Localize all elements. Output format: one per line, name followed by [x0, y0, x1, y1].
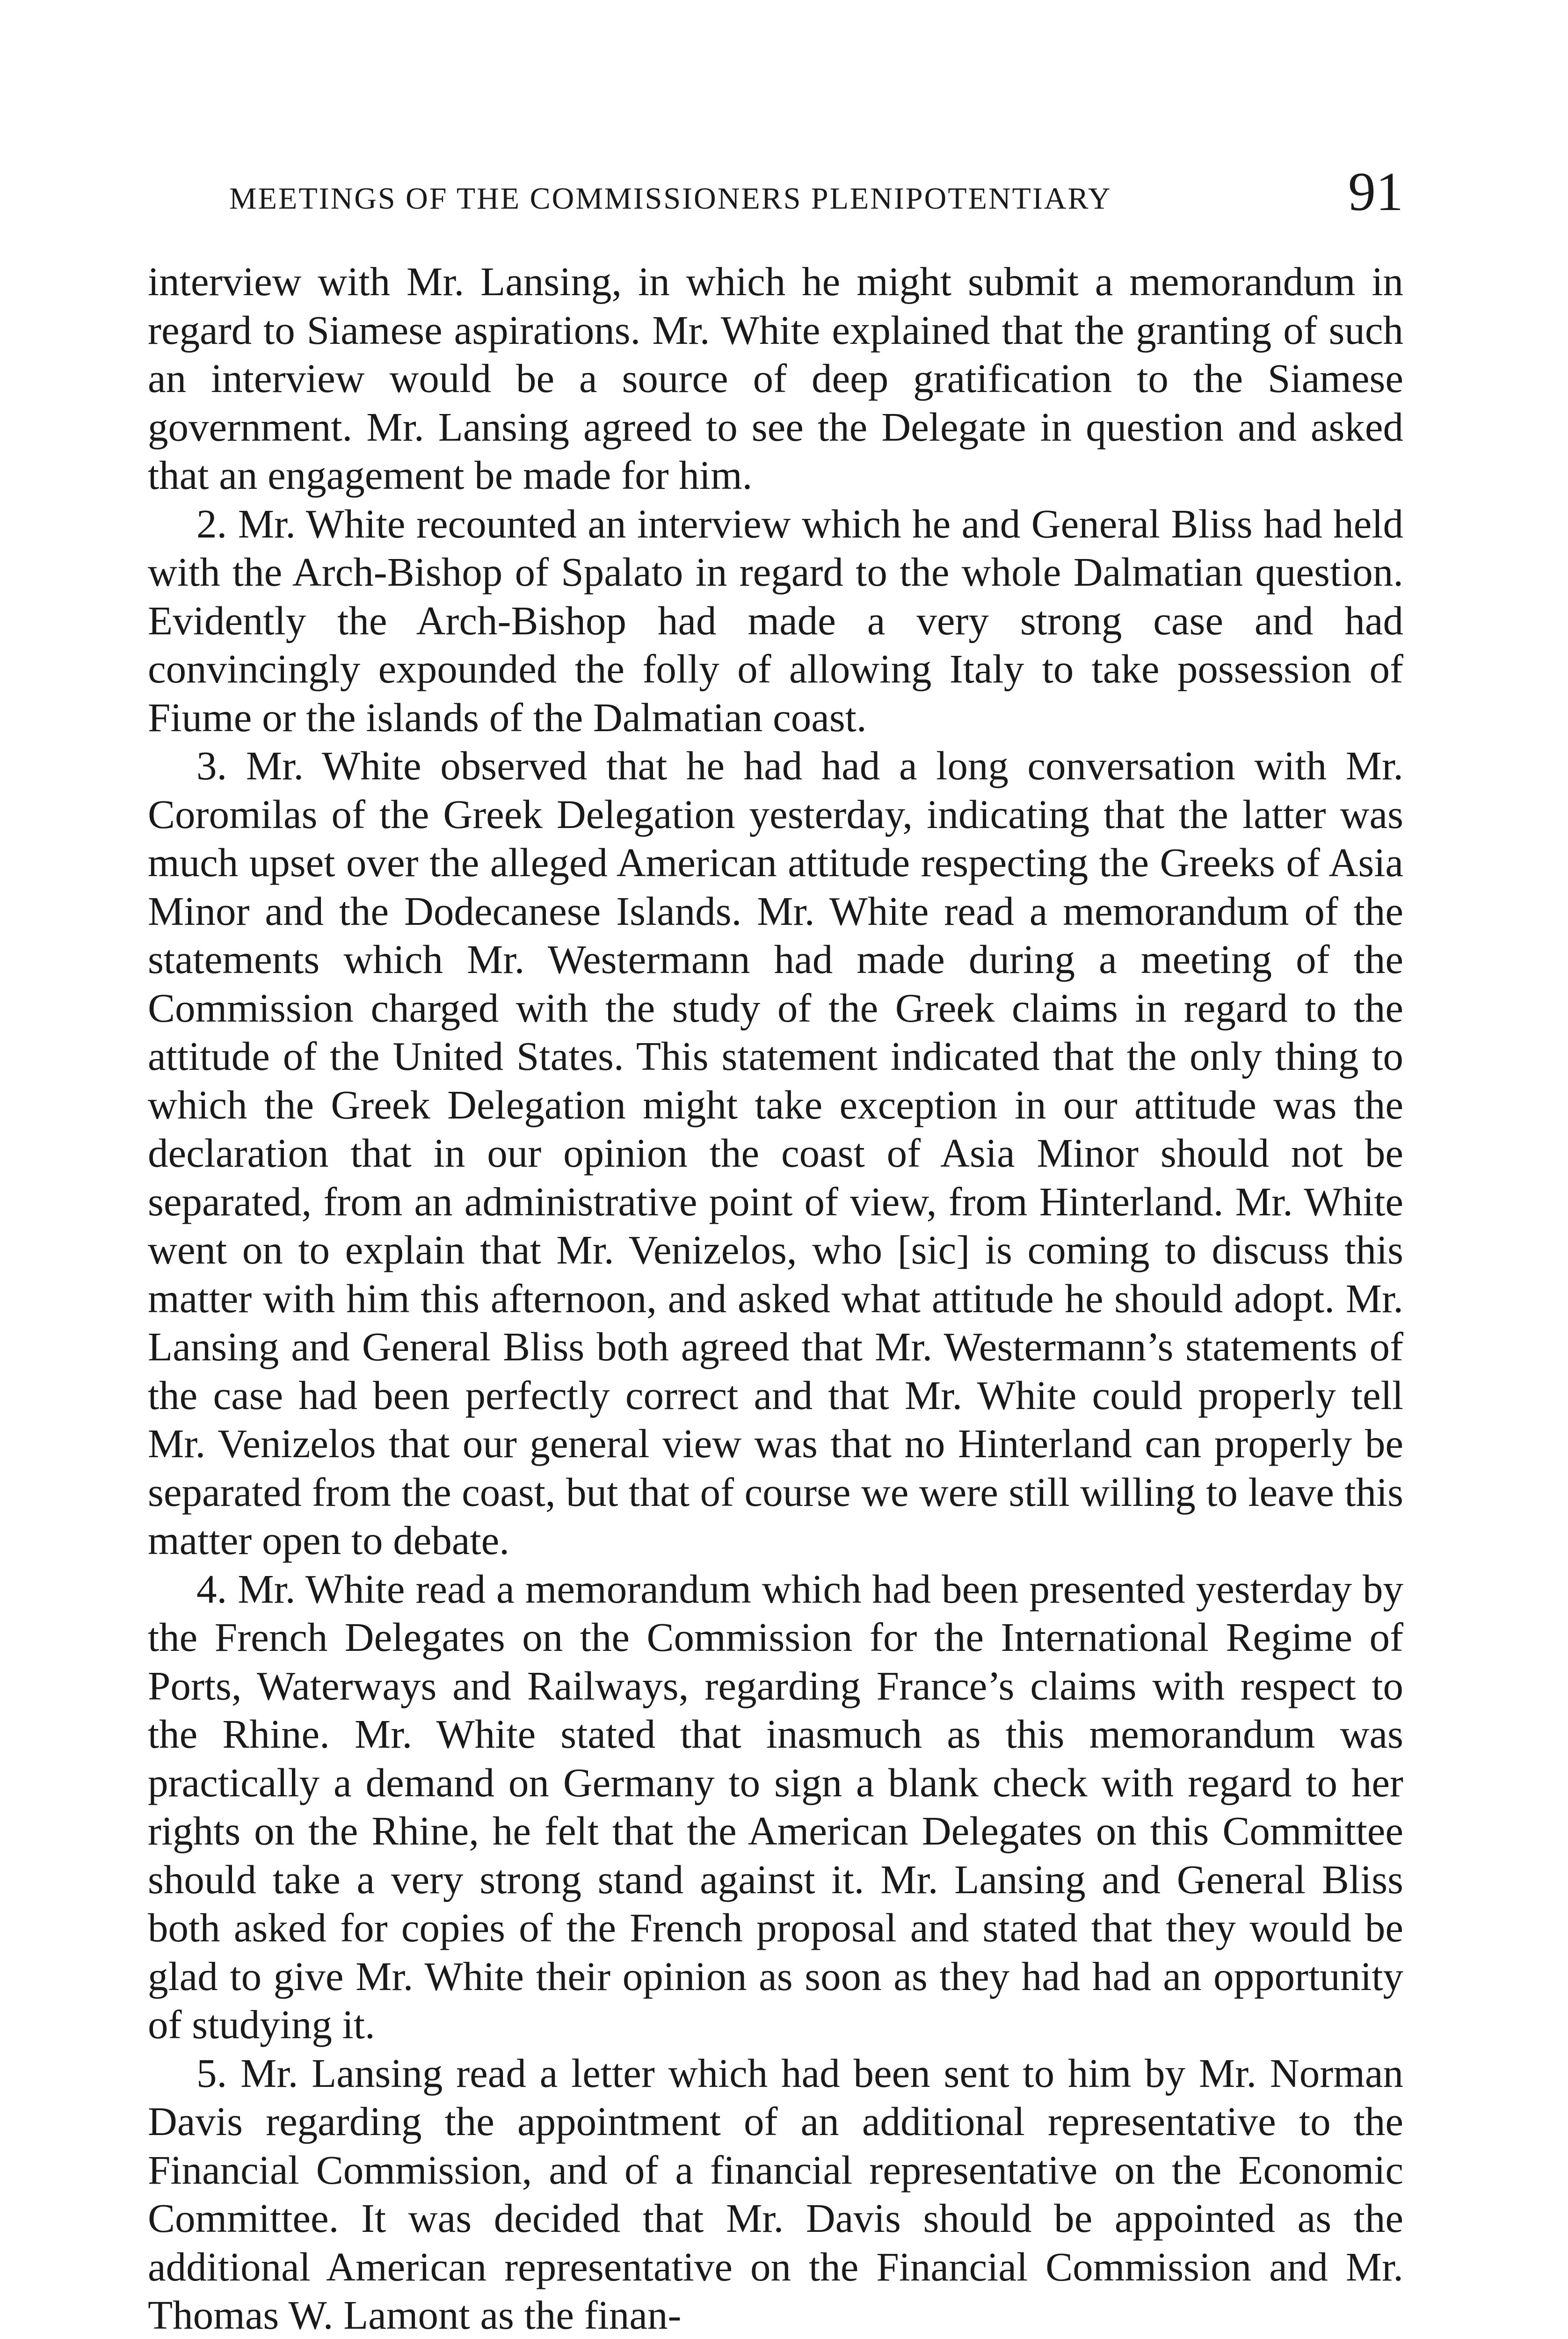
body-text	[148, 257, 1403, 2339]
running-title: MEETINGS OF THE COMMISSIONERS PLENIPOTENTIARY	[229, 182, 1112, 216]
running-head	[229, 161, 1403, 227]
paragraph-intro: interview with Mr. Lansing, in which he might submit a memorandum in regard to Siamese aspirations. Mr. White explained that the granting of such an interview would be a source of deep gratification to the Siamese government. Mr. Lansing agreed to see the Delegate in question and asked that an engagement be made for him.	[148, 259, 1403, 498]
paragraph-item-3: 3. Mr. White observed that he had had a long conversation with Mr. Coromilas of the Greek Delegation yesterday, indicating that the latter was much upset over the alleged American attitude respecting the Greeks of Asia Minor and the Dodecanese Islands. Mr. White read a memorandum of the statements which Mr. Westermann had made during a meeting of the Commission charged with the study of the Greek claims in regard to the attitude of the United States. This statement indicated that the only thing to which the Greek Delegation might take exception in our attitude was the declaration that in our opinion the coast of Asia Minor should not be separated, from an administrative point of view, from Hinterland. Mr. White went on to explain that Mr. Venizelos, who [sic] is coming to discuss this matter with him this afternoon, and asked what attitude he should adopt. Mr. Lansing and General Bliss both agreed that Mr. Westermann’s statements of the case had been perfectly correct and that Mr. White could properly tell Mr. Venizelos that our general view was that no Hinterland can properly be separated from the coast, but that of course we were still willing to leave this matter open to debate.	[148, 743, 1403, 1563]
paragraph-item-2: 2. Mr. White recounted an interview which he and General Bliss had held with the Arch-Bishop of Spalato in regard to the whole Dalmatian question. Evidently the Arch-Bishop had made a very strong case and had convincingly expounded the folly of allowing Italy to take possession of Fiume or the islands of the Dalmatian coast.	[148, 501, 1403, 740]
paragraph-item-4: 4. Mr. White read a memorandum which had been presented yesterday by the French Delegates on the Commission for the International Regime of Ports, Waterways and Railways, regarding France’s claims with respect to the Rhine. Mr. White stated that inasmuch as this memorandum was practically a demand on Germany to sign a blank check with regard to her rights on the Rhine, he felt that the American Delegates on this Committee should take a very strong stand against it. Mr. Lansing and General Bliss both asked for copies of the French proposal and stated that they would be glad to give Mr. White their opinion as soon as they had had an opportunity of studying it.	[148, 1566, 1403, 2047]
page-number: 91	[1348, 161, 1403, 222]
paragraph-item-5: 5. Mr. Lansing read a letter which had been sent to him by Mr. Norman Davis regarding the appointment of an additional representative to the Financial Commission, and of a financial representative on the Economic Committee. It was decided that Mr. Davis should be appointed as the additional American representative on the Financial Commission and Mr. Thomas W. Lamont as the finan-	[148, 2050, 1403, 2338]
